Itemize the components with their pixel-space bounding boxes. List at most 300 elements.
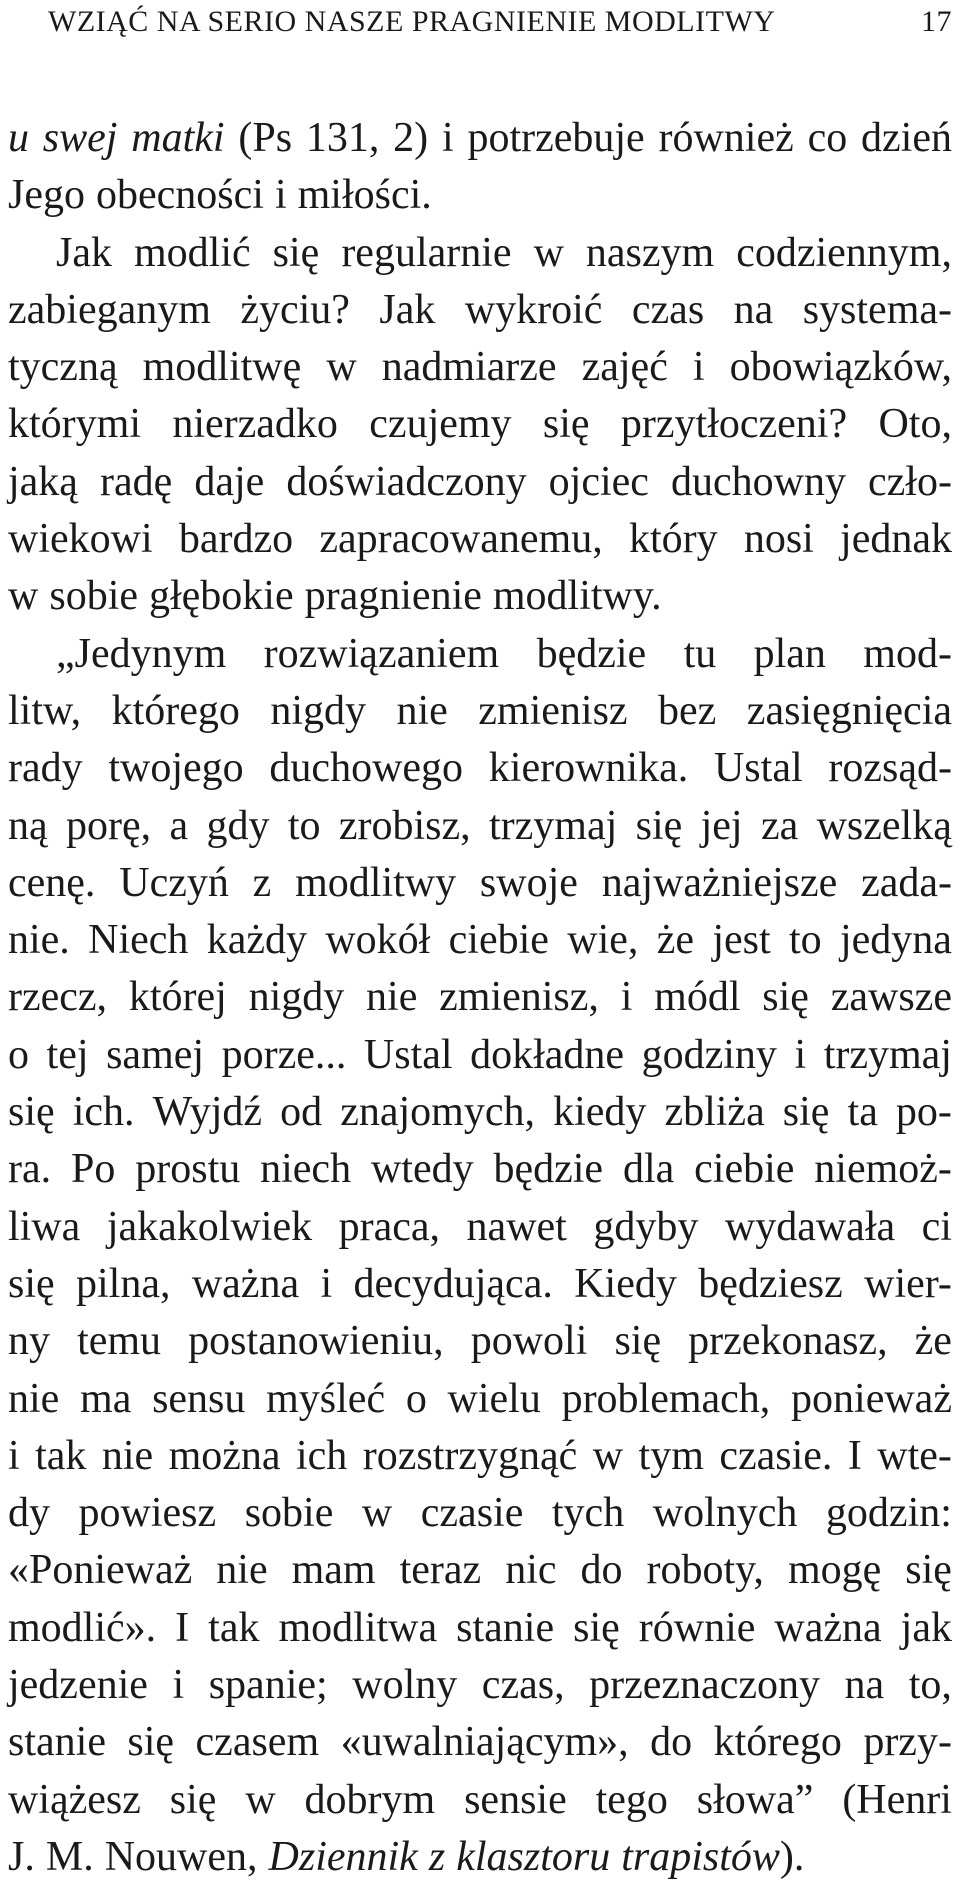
text-run: J. — [8, 1833, 35, 1880]
text-run: czujemy — [369, 401, 512, 448]
text-run: trzymaj — [823, 1031, 952, 1078]
word — [909, 1657, 952, 1714]
text-run: liwa — [8, 1203, 81, 1250]
word — [170, 1772, 217, 1829]
text-line — [8, 1714, 952, 1771]
text-run: stanie — [8, 1719, 106, 1766]
word — [364, 1027, 453, 1084]
text-run: się — [127, 1719, 175, 1766]
word — [88, 912, 188, 969]
word — [379, 282, 435, 339]
word — [127, 1714, 174, 1771]
word — [493, 568, 662, 625]
text-run: Ustal — [713, 745, 803, 792]
text-run: rzecz, — [8, 974, 108, 1021]
word — [581, 1542, 623, 1599]
text-run: przytłoczeni? — [620, 401, 848, 448]
word — [400, 1542, 482, 1599]
word — [8, 339, 118, 396]
word — [878, 396, 952, 453]
text-run: można — [168, 1432, 281, 1479]
word — [552, 1485, 624, 1542]
text-run: wiążesz — [8, 1776, 141, 1823]
text-run: obecności — [96, 172, 264, 219]
word — [66, 798, 151, 855]
text-run: 2) — [393, 115, 429, 161]
word — [260, 1141, 351, 1198]
text-line — [8, 1199, 952, 1256]
text-run: sobie — [49, 573, 138, 620]
word — [269, 740, 463, 797]
text-run: po- — [895, 1089, 952, 1136]
text-run: zbliża — [664, 1089, 765, 1136]
text-line — [8, 1313, 952, 1370]
word — [471, 1313, 588, 1370]
word — [8, 1542, 192, 1599]
text-run: nie — [396, 687, 448, 734]
text-run: i — [692, 344, 705, 391]
word — [470, 1027, 624, 1084]
word — [842, 1772, 952, 1829]
word — [266, 1371, 385, 1428]
text-run: jej — [700, 802, 743, 849]
word — [238, 110, 292, 167]
text-run: co — [807, 115, 848, 161]
text-run: tu — [683, 630, 717, 677]
word — [824, 1027, 952, 1084]
word — [789, 912, 822, 969]
text-run: godzin: — [825, 1490, 952, 1537]
word — [8, 1600, 156, 1657]
word — [8, 454, 78, 511]
word — [684, 626, 717, 683]
text-run: wolnych — [652, 1490, 798, 1537]
text-run: której — [128, 974, 227, 1021]
text-run: M. — [45, 1833, 94, 1880]
text-run: samej — [106, 1031, 205, 1078]
text-run: mam — [291, 1547, 376, 1594]
text-run: prostu — [135, 1146, 241, 1193]
word — [135, 1141, 240, 1198]
text-run: nigdy — [248, 974, 345, 1021]
word — [8, 1428, 20, 1485]
text-run: w — [592, 1432, 624, 1479]
word — [107, 1199, 312, 1256]
word — [808, 110, 848, 167]
text-run: powiesz — [78, 1490, 217, 1537]
text-run: ). — [779, 1833, 805, 1880]
word — [714, 740, 803, 797]
text-run: ci — [921, 1203, 952, 1250]
text-run: cenę. — [8, 859, 96, 906]
text-run: wiekowi — [8, 516, 153, 563]
word — [456, 1600, 554, 1657]
word — [863, 1714, 952, 1771]
word — [448, 1371, 541, 1428]
word — [639, 1600, 756, 1657]
text-run: kierownika. — [488, 745, 689, 792]
word — [688, 1313, 887, 1370]
text-run: nic — [505, 1547, 557, 1594]
text-run: nie. — [8, 917, 70, 964]
word — [712, 912, 770, 969]
italic-text: Dziennik — [268, 1833, 418, 1880]
text-run: radę — [100, 458, 173, 505]
word — [102, 1428, 153, 1485]
word — [636, 798, 683, 855]
text-run: godziny — [641, 1031, 777, 1078]
text-run: będziesz — [698, 1260, 843, 1307]
italic-text: klasztoru — [456, 1833, 611, 1880]
word — [96, 167, 264, 224]
word — [369, 396, 511, 453]
text-run: głębokie — [149, 573, 294, 620]
word — [270, 683, 366, 740]
word — [100, 454, 172, 511]
text-run: się — [169, 1776, 217, 1823]
word — [489, 798, 617, 855]
word — [658, 110, 793, 167]
word — [754, 626, 826, 683]
word — [449, 912, 549, 969]
text-run: równie — [638, 1604, 756, 1651]
text-run: pilna, — [76, 1260, 171, 1307]
text-run: do — [650, 1719, 693, 1766]
text-run: postanowieniu, — [188, 1318, 444, 1365]
word — [456, 1829, 610, 1886]
text-run: porę, — [66, 802, 152, 849]
text-run: «uwalniającym», — [340, 1719, 629, 1766]
word — [632, 282, 704, 339]
text-line — [8, 110, 952, 167]
text-run: nie — [216, 1547, 268, 1594]
word — [647, 1542, 764, 1599]
text-run: doświadczony — [286, 458, 527, 505]
text-run: w — [245, 1776, 276, 1823]
word — [286, 454, 526, 511]
text-line — [8, 1027, 952, 1084]
word — [296, 1428, 347, 1485]
text-run: gdyby — [593, 1203, 699, 1250]
text-run: nosi — [743, 516, 814, 563]
word — [744, 511, 814, 568]
text-run: porze... — [221, 1031, 347, 1078]
text-run: problemach, — [561, 1375, 771, 1422]
italic-text: swej — [42, 115, 118, 161]
text-run: dy — [8, 1490, 50, 1537]
text-run: kiedy — [553, 1089, 647, 1136]
text-run: «Ponieważ — [8, 1547, 193, 1594]
word — [325, 912, 430, 969]
text-run: trzymaj — [488, 802, 618, 849]
word — [207, 912, 307, 969]
word — [393, 110, 428, 167]
word — [654, 969, 740, 1026]
word — [621, 396, 847, 453]
word — [698, 1256, 843, 1313]
text-run: się — [635, 802, 683, 849]
word — [295, 855, 456, 912]
text-run: 131, — [305, 115, 380, 161]
word — [467, 1199, 567, 1256]
word — [848, 1084, 878, 1141]
word — [694, 1141, 794, 1198]
word — [76, 1256, 170, 1313]
text-run: modlitwy — [295, 859, 457, 906]
text-line — [8, 396, 952, 453]
word — [129, 969, 227, 1026]
text-run: miłości. — [297, 172, 432, 219]
word — [614, 1313, 661, 1370]
text-run: ny — [8, 1318, 50, 1365]
word — [406, 1371, 427, 1428]
word — [725, 1199, 895, 1256]
text-run: będzie — [493, 1146, 604, 1193]
word — [922, 1199, 952, 1256]
text-run: ra. — [8, 1146, 52, 1193]
text-run: czasie — [420, 1490, 524, 1537]
text-run: ich. — [72, 1089, 135, 1136]
text-run: którego — [713, 1719, 842, 1766]
text-line — [8, 1829, 952, 1886]
text-run: systema- — [802, 286, 952, 333]
text-run: za — [760, 802, 799, 849]
word — [8, 1772, 141, 1829]
word — [280, 1084, 322, 1141]
text-run: że — [914, 1318, 952, 1365]
word — [719, 1428, 832, 1485]
word — [253, 855, 272, 912]
text-line — [8, 1141, 952, 1198]
word — [172, 1657, 184, 1714]
italic-text: u — [8, 115, 29, 161]
text-run: bez — [658, 687, 717, 734]
text-line — [8, 1600, 952, 1657]
text-line — [8, 511, 952, 568]
text-run: sensu — [152, 1375, 246, 1422]
word — [621, 1829, 804, 1886]
word — [650, 1714, 692, 1771]
word — [362, 1485, 392, 1542]
word — [747, 683, 952, 740]
text-run: modlitwy. — [492, 573, 662, 620]
word — [817, 798, 952, 855]
word — [131, 110, 224, 167]
text-run: mogę — [787, 1547, 882, 1594]
text-run: ojciec — [548, 458, 649, 505]
word — [240, 282, 350, 339]
word — [175, 1600, 189, 1657]
word — [593, 1428, 623, 1485]
word — [35, 1428, 86, 1485]
word — [803, 282, 952, 339]
text-line — [8, 1485, 952, 1542]
word — [861, 110, 952, 167]
word — [429, 1829, 445, 1886]
text-run: tak — [35, 1432, 87, 1479]
word — [169, 1428, 281, 1485]
word — [493, 1141, 603, 1198]
text-run: Po — [71, 1146, 116, 1193]
word — [734, 282, 774, 339]
word — [8, 683, 81, 740]
text-run: twojego — [108, 745, 244, 792]
word — [465, 282, 603, 339]
word — [119, 855, 229, 912]
word — [761, 798, 798, 855]
text-run: Jak — [56, 229, 112, 276]
word — [864, 1256, 952, 1313]
text-line — [8, 454, 952, 511]
text-run: ciebie — [448, 917, 549, 964]
text-run: od — [280, 1089, 323, 1136]
word — [8, 1714, 106, 1771]
text-run: regularnie — [341, 229, 512, 276]
word — [366, 969, 417, 1026]
word — [791, 1371, 952, 1428]
word — [339, 1199, 440, 1256]
word — [8, 1199, 80, 1256]
text-run: do — [580, 1547, 623, 1594]
text-run: wier- — [864, 1260, 952, 1307]
text-run: się — [272, 229, 320, 276]
word — [489, 740, 688, 797]
text-run: jedzenie — [8, 1662, 148, 1709]
text-run: wszelką — [816, 802, 952, 849]
running-header — [8, 0, 952, 44]
body-text — [8, 110, 952, 1886]
text-run: przekonasz, — [688, 1318, 888, 1365]
word — [8, 1657, 148, 1714]
word — [149, 568, 294, 625]
text-run: jaką — [8, 458, 78, 505]
word — [222, 1027, 347, 1084]
text-run: że — [656, 917, 694, 964]
word — [442, 110, 454, 167]
word — [188, 1313, 443, 1370]
text-line — [8, 568, 952, 625]
text-line — [8, 1371, 952, 1428]
word — [573, 1600, 620, 1657]
text-run: Jego — [8, 172, 85, 219]
text-line — [8, 225, 952, 282]
text-run: tyczną — [8, 344, 118, 391]
text-run: najważniejsze — [601, 859, 838, 906]
word — [482, 1657, 565, 1714]
word — [586, 225, 714, 282]
text-run: czło- — [868, 458, 952, 505]
word — [8, 167, 85, 224]
word — [736, 225, 952, 282]
text-run: wydawała — [724, 1203, 896, 1250]
word — [671, 454, 846, 511]
text-run: plan — [753, 630, 826, 677]
word — [216, 1542, 267, 1599]
text-run: i — [320, 1260, 333, 1307]
word — [264, 626, 500, 683]
word — [593, 1199, 698, 1256]
word — [249, 969, 345, 1026]
word — [693, 339, 705, 396]
word — [8, 1485, 50, 1542]
text-run: zasięgnięcia — [746, 687, 952, 734]
word — [339, 798, 471, 855]
word — [305, 1772, 436, 1829]
text-run: dobrym — [304, 1776, 436, 1823]
text-run: to — [788, 917, 822, 964]
text-run: dokładne — [470, 1031, 625, 1078]
text-run: życiu? — [240, 286, 350, 333]
word — [172, 396, 338, 453]
word — [208, 1600, 259, 1657]
word — [8, 1141, 51, 1198]
word — [574, 1256, 677, 1313]
text-run: sobie — [244, 1490, 334, 1537]
word — [658, 683, 716, 740]
text-run: jak — [900, 1604, 952, 1651]
word — [8, 110, 29, 167]
text-run: w — [361, 1490, 393, 1537]
text-line — [8, 1772, 952, 1829]
word — [840, 912, 952, 969]
word — [8, 1313, 50, 1370]
text-run: potrzebuje — [467, 115, 645, 161]
text-run: nadmiarze — [381, 344, 557, 391]
word — [298, 167, 432, 224]
word — [46, 1829, 94, 1886]
text-run: tak — [208, 1604, 260, 1651]
text-run: Uczyń — [119, 859, 229, 906]
text-run: módl — [654, 974, 741, 1021]
text-run: znajomych, — [340, 1089, 535, 1136]
text-run: jest — [712, 917, 771, 964]
word — [505, 1542, 556, 1599]
text-run: duchowego — [269, 745, 464, 792]
word — [596, 1772, 668, 1829]
text-run: I — [847, 1432, 862, 1479]
text-run: tego — [595, 1776, 668, 1823]
text-run: zmienisz, — [439, 974, 599, 1021]
italic-text: z — [428, 1833, 446, 1880]
text-run: zmienisz — [478, 687, 628, 734]
word — [43, 110, 118, 167]
word — [861, 855, 952, 912]
word — [288, 798, 321, 855]
word — [179, 511, 293, 568]
word — [657, 912, 694, 969]
text-run: którego — [111, 687, 240, 734]
text-run: wielu — [447, 1375, 541, 1422]
word — [8, 1084, 55, 1141]
text-run: I — [175, 1604, 190, 1651]
text-line — [8, 1428, 952, 1485]
word — [8, 740, 83, 797]
word — [8, 798, 48, 855]
word — [320, 1256, 332, 1313]
word — [80, 1371, 131, 1428]
word — [341, 225, 511, 282]
text-run: na — [733, 286, 774, 333]
text-run: tej — [46, 1031, 89, 1078]
word — [901, 1600, 952, 1657]
word — [106, 1027, 204, 1084]
word — [397, 683, 448, 740]
text-run: duchowny — [670, 458, 846, 505]
text-run: tych — [551, 1490, 625, 1537]
text-run: rady — [8, 745, 83, 792]
word — [534, 225, 564, 282]
word — [549, 454, 649, 511]
